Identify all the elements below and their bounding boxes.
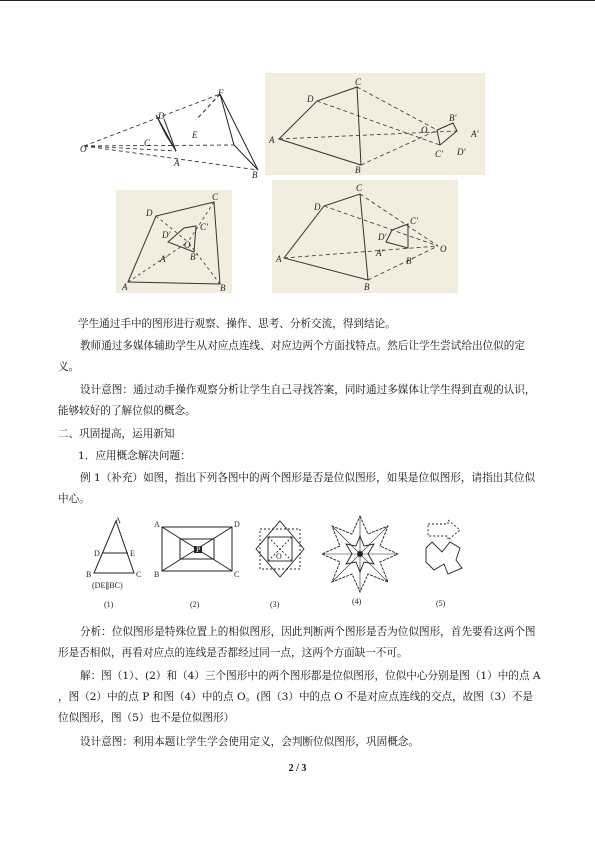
label-D: D xyxy=(314,202,321,212)
fig1-label-B: B xyxy=(86,570,92,579)
label-A-prime: A' xyxy=(376,248,384,258)
fig1-label-A: A xyxy=(115,516,121,525)
fig1-note: (DE∥BC) xyxy=(92,581,123,590)
page-number: 2 / 3 xyxy=(288,763,307,774)
label-C: C xyxy=(212,192,219,202)
figure-homothety-quad-external xyxy=(265,73,485,175)
label-O: O xyxy=(440,244,447,254)
label-B: B xyxy=(252,170,258,180)
fig3-label-O: O xyxy=(276,552,282,561)
figure-homothety-triangles xyxy=(80,86,270,180)
fig2-caption: (2) xyxy=(190,600,200,609)
label-C-prime: C' xyxy=(435,149,443,159)
fig2-label-P: P xyxy=(196,545,201,554)
label-O: O xyxy=(421,125,428,135)
fig2-label-D: D xyxy=(234,520,240,529)
label-A: A xyxy=(269,135,275,145)
label-C-prime: C' xyxy=(410,216,418,226)
label-F: F xyxy=(218,88,224,98)
heading-apply-concept: 1．应用概念解决问题： xyxy=(78,450,191,462)
label-O: O xyxy=(80,144,87,154)
label-A: A xyxy=(122,282,128,292)
example-figure-2 xyxy=(150,515,242,611)
label-D: D xyxy=(307,94,314,104)
example-figure-3 xyxy=(252,515,308,611)
label-O: O xyxy=(184,240,191,250)
example-figure-4 xyxy=(320,512,400,611)
paragraph-design-intent-2: 设计意图：利用本题让学生学会使用定义，会判断位似图形，巩固概念。 xyxy=(80,736,419,748)
fig3-caption: (3) xyxy=(270,600,280,609)
label-D-prime: D' xyxy=(162,230,171,240)
label-E: E xyxy=(192,130,198,140)
paragraph-design-intent: 设计意图：通过动手操作观察分析让学生自己寻找答案，同时通过多媒体让学生得到直观的认识，能够较好的了解位似的概念。 xyxy=(58,384,536,417)
paragraph-solution: 解：图（1）、(2）和（4）三个图形中的两个图形都是位似图形，位似中心分别是图（1）中的点 A ，图（2）中的点 P 和图（4）中的点 O。(图（3）中的点 O 不是对应点连线的交点，故图（3）不是位似图形，图（5）也不是位似图形） xyxy=(58,670,541,724)
fig1-label-D: D xyxy=(94,549,100,558)
fig4-center-dot xyxy=(357,551,363,557)
label-B: B xyxy=(220,283,226,293)
fig2-label-A: A xyxy=(154,520,160,529)
fig1-label-E: E xyxy=(130,549,135,558)
paragraph-teacher-media: 教师通过多媒体辅助学生从对应点连线、对应边两个方面找特点。然后让学生尝试给出位似的定义。 xyxy=(58,340,525,373)
paragraph-student-observe: 学生通过手中的图形进行观察、操作、思考、分析交流，得到结论。 xyxy=(78,318,396,330)
label-A: A xyxy=(276,254,282,264)
label-B-prime: B' xyxy=(449,113,457,123)
fig1-label-C: C xyxy=(136,570,142,579)
label-C: C xyxy=(144,138,151,148)
paragraph-example-1: 例 1（补充）如图，指出下列各图中的两个图形是否是位似图形，如果是位似图形，请指出其位似中心。 xyxy=(58,472,536,505)
heading-section-two: 二、巩固提高，运用新知 xyxy=(58,428,175,440)
label-B-prime: B' xyxy=(406,256,414,266)
label-D-prime: D' xyxy=(378,232,387,242)
fig4-caption: (4) xyxy=(352,597,362,606)
example-figure-5 xyxy=(420,518,470,611)
label-B-prime: B' xyxy=(190,252,198,262)
paragraph-analysis: 分析：位似图形是特殊位置上的相似图形，因此判断两个图形是否为位似图形，首先要看这两个图形是否相似，再看对应点的连线是否都经过同一点，这两个方面缺一不可。 xyxy=(58,626,536,659)
label-C: C xyxy=(355,77,362,87)
label-A-prime: A' xyxy=(471,129,479,139)
label-B: B xyxy=(355,165,361,175)
figure-homothety-quad-internal xyxy=(116,190,232,293)
label-B: B xyxy=(364,282,370,292)
header-rule xyxy=(0,0,595,1)
fig5-caption: (5) xyxy=(436,599,446,608)
label-D: D xyxy=(158,111,165,121)
label-D-prime: D' xyxy=(457,147,466,157)
fig1-caption: (1) xyxy=(104,600,114,609)
label-A: A xyxy=(174,158,180,168)
fig2-label-C: C xyxy=(234,570,240,579)
label-D: D xyxy=(146,208,153,218)
figure-homothety-quad-right xyxy=(272,180,458,293)
label-A-prime: A' xyxy=(160,254,168,264)
label-C-prime: C' xyxy=(200,222,208,232)
fig2-label-B: B xyxy=(154,570,160,579)
label-C: C xyxy=(356,183,363,193)
example-figure-1 xyxy=(82,515,144,611)
